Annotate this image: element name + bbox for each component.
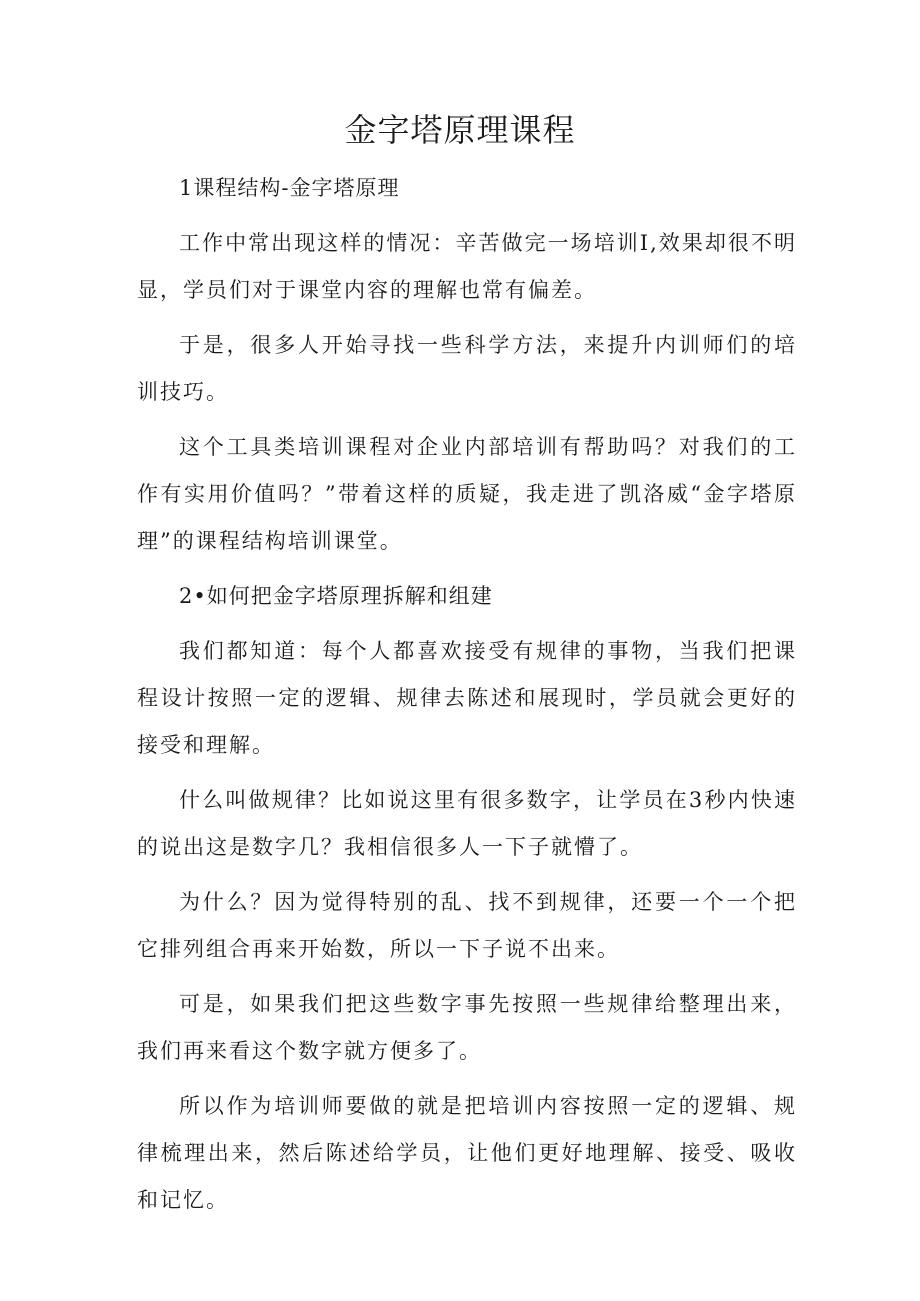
paragraph: 所以作为培训师要做的就是把培训内容按照一定的逻辑、规律梳理出来，然后陈述给学员，让他们更好地理解、接受、吸收和记忆。	[137, 1094, 797, 1212]
section-heading-1: 1课程结构-金字塔原理	[179, 176, 400, 200]
paragraph: 为什么？因为觉得特别的乱、找不到规律，还要一个一个把它排列组合再来开始数，所以一下子说不出来。	[137, 890, 797, 961]
paragraph: 工作中常出现这样的情况：辛苦做完一场培训I,效果却很不明显，学员们对于课堂内容的理解也常有偏差。	[137, 231, 797, 302]
document-body	[137, 165, 797, 1232]
paragraph: 什么叫做规律？比如说这里有很多数字，让学员在3秒内快速的说出这是数字几？我相信很多人一下子就懵了。	[137, 788, 797, 859]
paragraph: 于是，很多人开始寻找一些科学方法，来提升内训师们的培训技巧。	[137, 333, 797, 404]
paragraph: 可是，如果我们把这些数字事先按照一些规律给整理出来，我们再来看这个数字就方便多了。	[137, 992, 797, 1063]
section-heading-2: 2•如何把金字塔原理拆解和组建	[179, 584, 493, 608]
paragraph: 我们都知道：每个人都喜欢接受有规律的事物，当我们把课程设计按照一定的逻辑、规律去陈述和展现时，学员就会更好的接受和理解。	[137, 639, 797, 757]
paragraph: 这个工具类培训课程对企业内部培训有帮助吗？对我们的工作有实用价值吗？”带着这样的质疑，我走进了凯洛威“金字塔原理”的课程结构培训课堂。	[137, 435, 797, 553]
document-title: 金字塔原理课程	[344, 111, 576, 149]
